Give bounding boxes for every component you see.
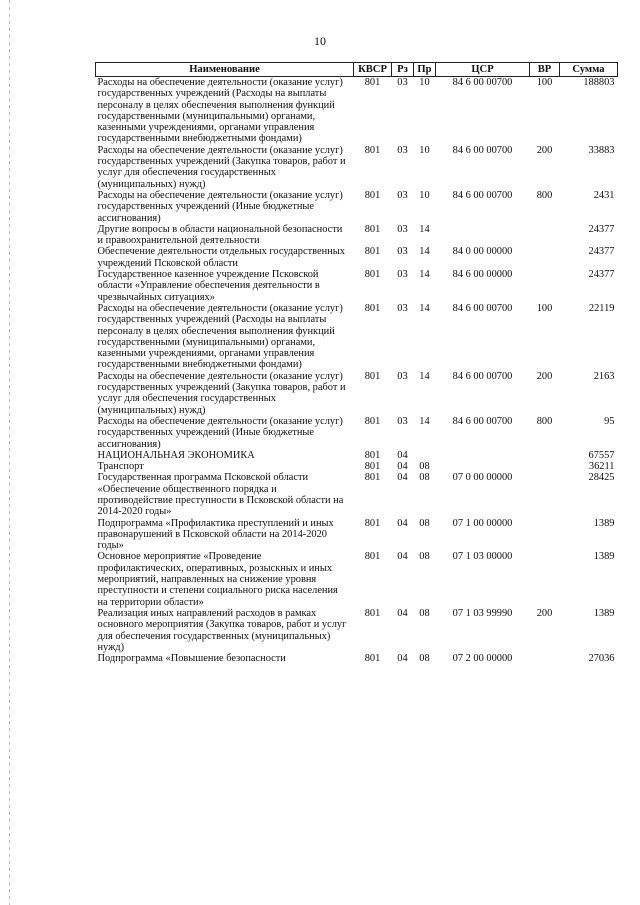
page-number: 10 [314, 34, 326, 48]
row-name: Государственное казенное учреждение Псковской области «Управление обеспечения деятельности в чрезвычайных ситуациях» [97, 269, 320, 303]
row-rz: 03 [397, 223, 408, 235]
row-pr: 10 [419, 189, 430, 201]
table-row [96, 551, 618, 607]
row-name: Расходы на обеспечение деятельности (оказание услуг) государственных учреждений (Закупка товаров, работ и услуг для обеспечения государственных (муниципальных) нужд) [97, 144, 346, 190]
row-sum: 33883 [588, 144, 615, 156]
row-vr: 200 [536, 370, 553, 382]
row-kvsr: 801 [364, 472, 381, 484]
row-name: Расходы на обеспечение деятельности (оказание услуг) государственных учреждений (Иные бюджетные ассигнования) [97, 189, 343, 224]
row-sum: 28425 [588, 472, 615, 484]
row-rz: 04 [397, 449, 408, 461]
row-vr: 800 [536, 415, 553, 427]
row-vr: 100 [530, 77, 560, 145]
row-kvsr: 801 [364, 370, 381, 382]
row-rz: 03 [397, 269, 408, 281]
row-sum: 22119 [588, 302, 615, 314]
row-sum: 188803 [560, 77, 618, 145]
table-row [96, 190, 618, 224]
row-pr [414, 450, 436, 461]
row-rz: 04 [397, 653, 408, 665]
row-rz: 04 [397, 551, 408, 563]
row-pr: 14 [419, 302, 430, 314]
row-rz: 03 [397, 144, 408, 156]
row-csr: 84 6 00 00700 [452, 302, 513, 314]
row-name: Основное мероприятие «Проведение профилактических, оперативных, розыскных и иных мероприятий, направленных на снижение уровня преступности и степени социального риска населения на территории области» [97, 551, 338, 608]
row-csr [436, 224, 530, 247]
row-kvsr: 801 [364, 246, 381, 258]
row-vr [530, 653, 560, 664]
row-vr [530, 551, 560, 607]
table-header-row [96, 63, 618, 77]
row-pr: 08 [419, 653, 430, 665]
row-sum: 2163 [593, 370, 615, 382]
table-row [96, 371, 618, 416]
row-kvsr: 801 [364, 517, 381, 529]
row-sum: 36211 [588, 461, 615, 473]
table-row [96, 269, 618, 303]
row-csr: 84 6 00 00700 [452, 144, 513, 156]
row-csr: 07 1 03 00000 [452, 551, 513, 563]
row-pr: 10 [419, 144, 430, 156]
row-vr [530, 224, 560, 247]
row-kvsr: 801 [364, 223, 381, 235]
table-row [96, 246, 618, 269]
row-pr: 08 [419, 472, 430, 484]
row-name: Реализация иных направлений расходов в рамках основного мероприятия (Закупка товаров, работ и услуг для обеспечения государственных (муниципальных) нужд) [97, 607, 347, 653]
row-sum: 24377 [588, 246, 615, 258]
row-pr: 14 [419, 223, 430, 235]
row-rz: 03 [397, 246, 408, 258]
row-name: НАЦИОНАЛЬНАЯ ЭКОНОМИКА [97, 449, 255, 461]
header-vr: ВР [530, 63, 560, 77]
row-name: Подпрограмма «Повышение безопасности [97, 653, 286, 665]
row-kvsr: 801 [364, 607, 381, 619]
row-name: Расходы на обеспечение деятельности (оказание услуг) государственных учреждений (Закупка товаров, работ и услуг для обеспечения государственных (муниципальных) нужд) [97, 370, 346, 416]
row-csr: 84 0 00 00000 [452, 246, 513, 258]
scan-edge [9, 0, 10, 905]
row-kvsr: 801 [364, 189, 381, 201]
table-row [96, 518, 618, 552]
row-csr: 07 0 00 00000 [452, 472, 513, 484]
row-sum: 1389 [593, 607, 615, 619]
budget-table [95, 62, 618, 664]
table-row [96, 450, 618, 461]
row-sum: 24377 [588, 269, 615, 281]
row-kvsr: 801 [364, 551, 381, 563]
row-kvsr: 801 [354, 77, 392, 145]
row-name: Расходы на обеспечение деятельности (оказание услуг) государственных учреждений (Расходы на выплаты персоналу в целях обеспечения выполнения функций государственными (муниципальными) органами, казенными учреждениями, органами управления государственными внебюджетными фондами) [96, 77, 354, 145]
row-rz: 04 [397, 461, 408, 473]
table-row [96, 653, 618, 664]
row-kvsr: 801 [364, 415, 381, 427]
row-kvsr: 801 [364, 144, 381, 156]
row-pr: 14 [419, 269, 430, 281]
row-csr: 07 2 00 00000 [452, 653, 513, 665]
row-sum: 1389 [593, 517, 615, 529]
row-kvsr: 801 [364, 449, 381, 461]
header-name: Наименование [96, 63, 354, 77]
row-vr [530, 461, 560, 472]
row-rz: 04 [397, 517, 408, 529]
table-row [96, 145, 618, 190]
header-pr: Пр [414, 63, 436, 77]
row-rz: 03 [397, 370, 408, 382]
row-vr [530, 472, 560, 517]
row-vr [530, 518, 560, 552]
table-row [96, 416, 618, 450]
row-csr: 84 6 00 00700 [452, 370, 513, 382]
header-sum: Сумма [560, 63, 618, 77]
table-row [96, 303, 618, 371]
row-sum: 67557 [588, 449, 615, 461]
row-pr: 10 [414, 77, 436, 145]
row-name: Транспорт [97, 461, 144, 473]
row-sum: 27036 [588, 653, 615, 665]
header-csr: ЦСР [436, 63, 530, 77]
row-csr: 84 6 00 00000 [452, 269, 513, 281]
row-name: Обеспечение деятельности отдельных государственных учреждений Псковской области [97, 246, 345, 269]
row-pr: 14 [419, 246, 430, 258]
row-csr: 07 1 00 00000 [452, 517, 513, 529]
row-vr [530, 450, 560, 461]
row-csr: 84 6 00 00700 [452, 189, 513, 201]
row-sum: 1389 [593, 551, 615, 563]
table-row [96, 224, 618, 247]
row-sum: 2431 [593, 189, 615, 201]
row-csr [436, 461, 530, 472]
row-name: Подпрограмма «Профилактика преступлений и иных правонарушений в Псковской области на 2014-2020 годы» [97, 517, 334, 552]
row-rz: 04 [397, 607, 408, 619]
row-rz: 04 [397, 472, 408, 484]
row-csr [436, 450, 530, 461]
row-name: Государственная программа Псковской области «Обеспечение общественного порядка и противодействие преступности в Псковской области на 2014-2020 годы» [97, 472, 344, 518]
table-row [96, 472, 618, 517]
row-rz: 03 [397, 189, 408, 201]
row-pr: 08 [419, 551, 430, 563]
header-rz: Рз [392, 63, 414, 77]
row-csr: 84 6 00 00700 [452, 415, 513, 427]
row-name: Расходы на обеспечение деятельности (оказание услуг) государственных учреждений (Иные бюджетные ассигнования) [97, 415, 343, 450]
row-name: Другие вопросы в области национальной безопасности и правоохранительной деятельности [97, 223, 343, 247]
table-row [96, 77, 618, 145]
table-body [96, 77, 618, 665]
row-vr: 100 [536, 302, 553, 314]
row-sum: 95 [604, 415, 615, 427]
row-pr: 08 [419, 517, 430, 529]
row-sum: 24377 [588, 223, 615, 235]
row-rz: 03 [392, 77, 414, 145]
row-vr: 200 [536, 607, 553, 619]
table-row [96, 461, 618, 472]
row-pr: 08 [419, 461, 430, 473]
row-kvsr: 801 [364, 302, 381, 314]
header-kvsr: КВСР [354, 63, 392, 77]
row-rz: 03 [397, 415, 408, 427]
row-csr: 07 1 03 99990 [452, 607, 513, 619]
row-pr: 08 [419, 607, 430, 619]
row-vr: 200 [536, 144, 553, 156]
budget-table-container [95, 62, 617, 664]
row-vr [530, 269, 560, 303]
row-kvsr: 801 [364, 269, 381, 281]
row-vr [530, 246, 560, 269]
row-kvsr: 801 [364, 653, 381, 665]
row-pr: 14 [419, 370, 430, 382]
table-row [96, 608, 618, 653]
row-name: Расходы на обеспечение деятельности (оказание услуг) государственных учреждений (Расходы на выплаты персоналу в целях обеспечения выполнения функций государственными (муниципальными) органами, казенными учреждениями, органами управления государственными внебюджетными фондами) [97, 302, 343, 371]
row-kvsr: 801 [364, 461, 381, 473]
row-pr: 14 [419, 415, 430, 427]
row-vr: 800 [536, 189, 553, 201]
row-csr: 84 6 00 00700 [436, 77, 530, 145]
row-rz: 03 [397, 302, 408, 314]
